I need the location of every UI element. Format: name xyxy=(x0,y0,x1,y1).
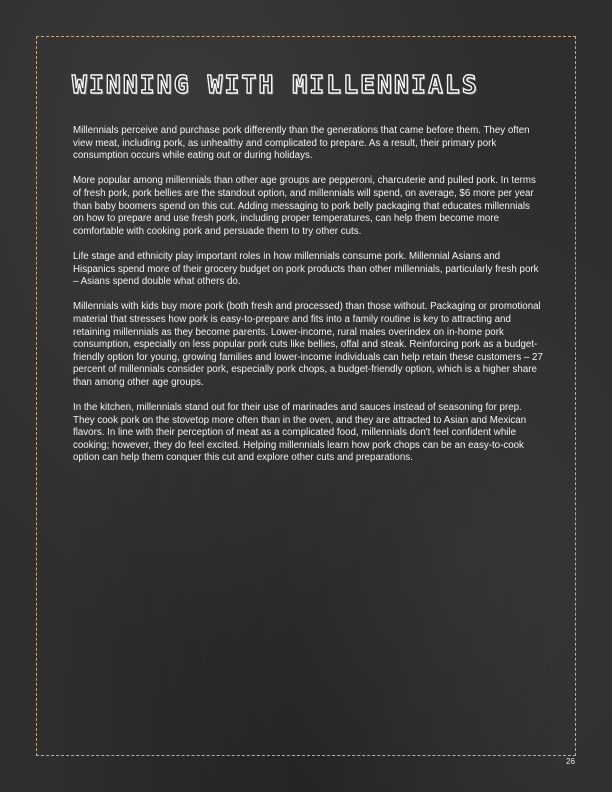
page-title: WINNING WITH MILLENNIALS xyxy=(72,70,479,99)
paragraph-5: In the kitchen, millennials stand out for their use of marinades and sauces instead of seasoning for prep. They cook pork on the stovetop more often than in the oven, and they are attracted to Asian and Mexican flavors. In line with their perception of meat as a complicated food, millennials don't feel confident while cooking; however, they do feel excited. Helping millennials learn how pork chops can be an easy-to-cook option can help them conquer this cut and explore other cuts and preparations. xyxy=(73,402,527,464)
paragraph-4: Millennials with kids buy more pork (both fresh and processed) than those without. Packaging or promotional material that stresses how pork is easy-to-prepare and fits into a family routine is key to attracting and retaining millennials as they become parents. Lower-income, rural males overindex on in-home pork consumption, especially on less popular pork cuts like bellies, offal and steak. Reinforcing pork as a budget-friendly option for young, growing families and lower-income individuals can help retain these customers – 27 percent of millennials consider pork, especially pork chops, a budget-friendly option, which is a higher share than among other age groups. xyxy=(73,301,543,388)
paragraph-2: More popular among millennials than other age groups are pepperoni, charcuterie and pulled pork. In terms of fresh pork, pork bellies are the standout option, and millennials will spend, on average, $6 more per year than baby boomers spend on this cut. Adding messaging to pork belly packaging that educates millennials on how to prepare and use fresh pork, including proper temperatures, can help them become more comfortable with cooking pork and persuade them to try other cuts. xyxy=(73,175,536,237)
paragraph-1: Millennials perceive and purchase pork differently than the generations that came before them. They often view meat, including pork, as unhealthy and complicated to prepare. As a result, their primary pork consumption occurs while eating out or during holidays. xyxy=(73,125,530,162)
page-number: 26 xyxy=(566,757,575,766)
article-body xyxy=(73,125,543,478)
paragraph-3: Life stage and ethnicity play important roles in how millennials consume pork. Millennial Asians and Hispanics spend more of their grocery budget on pork products than other millennials, particularly fresh pork – Asians spend double what others do. xyxy=(73,250,539,288)
